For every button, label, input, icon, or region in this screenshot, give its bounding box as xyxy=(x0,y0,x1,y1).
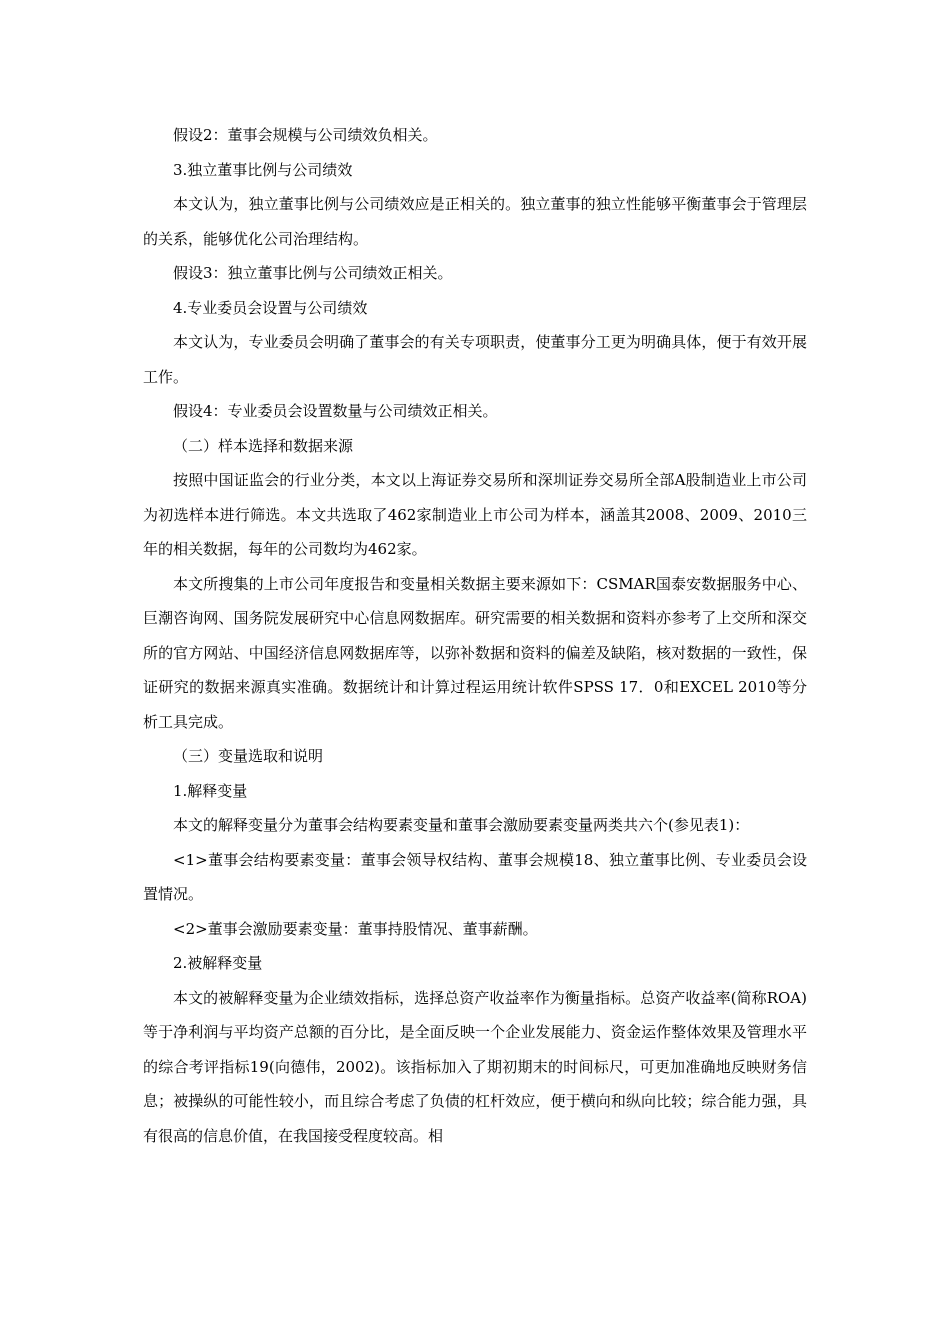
paragraph-explanatory-variables: 本文的解释变量分为董事会结构要素变量和董事会激励要素变量两类共六个(参见表1)： xyxy=(173,816,750,834)
paragraph-dependent-variable: 本文的被解释变量为企业绩效指标，选择总资产收益率作为衡量指标。总资产收益率(简称ROA)等于净利润与平均资产总额的百分比，是全面反映一个企业发展能力、资金运作整体效果及管理水平的综合考评指标19(向德伟，2002)。该指标加入了期初期末的时间标尺，可更加准确地反映财务信息；被操纵的可能性较小，而且综合考虑了负债的杠杆效应，便于横向和纵向比较；综合能力强，具有很高的信息价值，在我国接受程度较高。相 xyxy=(143,988,807,1145)
paragraph-special-committee: 本文认为，专业委员会明确了董事会的有关专项职责，使董事分工更为明确具体，便于有效开展工作。 xyxy=(143,333,807,386)
hypothesis-3: 假设3：独立董事比例与公司绩效正相关。 xyxy=(173,264,453,282)
list-item-incentive-variables: <2>董事会激励要素变量：董事持股情况、董事薪酬。 xyxy=(173,919,538,938)
heading-dependent-variable: 2.被解释变量 xyxy=(173,954,263,972)
section-heading-variables: （三）变量选取和说明 xyxy=(173,747,324,765)
list-item-structure-variables: <1>董事会结构要素变量：董事会领导权结构、董事会规模18、独立董事比例、专业委员会设置情况。 xyxy=(143,850,807,903)
heading-explanatory-variables: 1.解释变量 xyxy=(173,781,248,800)
heading-special-committee: 4.专业委员会设置与公司绩效 xyxy=(173,298,368,317)
section-heading-sample-selection: （二）样本选择和数据来源 xyxy=(173,436,354,455)
heading-independent-director-ratio: 3.独立董事比例与公司绩效 xyxy=(173,160,353,179)
hypothesis-2: 假设2：董事会规模与公司绩效负相关。 xyxy=(173,126,438,144)
paragraph-data-sources: 本文所搜集的上市公司年度报告和变量相关数据主要来源如下：CSMAR国泰安数据服务中心、巨潮咨询网、国务院发展研究中心信息网数据库。研究需要的相关数据和资料亦参考了上交所和深交所的官方网站、中国经济信息网数据库等，以弥补数据和资料的偏差及缺陷，核对数据的一致性，保证研究的数据来源真实准确。数据统计和计算过程运用统计软件SPSS 17．0和EXCEL 2010等分析工具完成。 xyxy=(143,574,807,731)
document-body xyxy=(143,118,807,1153)
paragraph-sample-selection: 按照中国证监会的行业分类，本文以上海证券交易所和深圳证券交易所全部A股制造业上市公司为初选样本进行筛选。本文共选取了462家制造业上市公司为样本，涵盖其2008、2009、2010三年的相关数据，每年的公司数均为462家。 xyxy=(143,471,807,558)
paragraph-independent-director-ratio: 本文认为，独立董事比例与公司绩效应是正相关的。独立董事的独立性能够平衡董事会于管理层的关系，能够优化公司治理结构。 xyxy=(143,195,807,248)
hypothesis-4: 假设4：专业委员会设置数量与公司绩效正相关。 xyxy=(173,402,498,420)
